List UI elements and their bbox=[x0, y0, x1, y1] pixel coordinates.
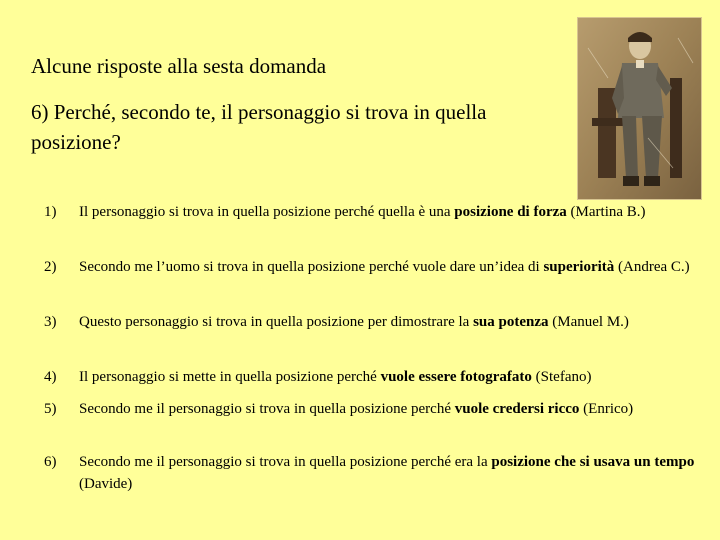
list-item bbox=[44, 256, 704, 278]
item-text-post: (Davide) bbox=[79, 476, 133, 492]
item-text bbox=[79, 201, 704, 223]
item-text-pre: Il personaggio si mette in quella posizione perché bbox=[79, 369, 381, 385]
item-text-bold: sua potenza bbox=[473, 314, 549, 330]
item-text-pre: Secondo me il personaggio si trova in quella posizione perché era la bbox=[79, 454, 492, 470]
item-text-pre: Questo personaggio si trova in quella posizione per dimostrare la bbox=[79, 314, 474, 330]
item-number: 6) bbox=[44, 454, 57, 470]
item-text bbox=[79, 311, 704, 333]
list-item bbox=[44, 201, 704, 223]
item-text-bold: superiorità bbox=[543, 259, 615, 275]
question-text: 6) Perché, secondo te, il personaggio si trova in quella posizione? bbox=[31, 100, 487, 154]
item-text bbox=[79, 398, 704, 420]
item-number: 3) bbox=[44, 314, 57, 330]
item-text-pre: Il personaggio si trova in quella posizione perché quella è una bbox=[79, 204, 455, 220]
item-text-bold: vuole essere fotografato bbox=[380, 369, 532, 385]
item-number: 2) bbox=[44, 259, 57, 275]
item-text-bold: posizione che si usava un tempo bbox=[491, 454, 695, 470]
portrait-image-icon bbox=[578, 18, 701, 199]
item-text-pre: Secondo me l’uomo si trova in quella posizione perché vuole dare un’idea di bbox=[79, 259, 544, 275]
item-number: 4) bbox=[44, 369, 57, 385]
item-text-post: (Enrico) bbox=[579, 401, 634, 417]
item-number: 1) bbox=[44, 204, 57, 220]
slide-title: Alcune risposte alla sesta domanda bbox=[31, 54, 327, 78]
item-text bbox=[79, 366, 704, 388]
item-text-post: (Stefano) bbox=[531, 369, 592, 385]
vintage-portrait-photo bbox=[577, 17, 702, 200]
item-text-post: (Andrea C.) bbox=[614, 259, 690, 275]
list-item bbox=[44, 311, 704, 333]
item-text-bold: posizione di forza bbox=[454, 204, 567, 220]
item-text-pre: Secondo me il personaggio si trova in quella posizione perché bbox=[79, 401, 455, 417]
item-text-post: (Martina B.) bbox=[566, 204, 646, 220]
item-number: 5) bbox=[44, 401, 57, 417]
list-item bbox=[44, 366, 704, 388]
item-text bbox=[79, 451, 704, 495]
item-text-post: (Manuel M.) bbox=[548, 314, 629, 330]
item-text-bold: vuole credersi ricco bbox=[454, 401, 580, 417]
list-item bbox=[44, 398, 704, 420]
list-item bbox=[44, 451, 704, 495]
item-text bbox=[79, 256, 704, 278]
